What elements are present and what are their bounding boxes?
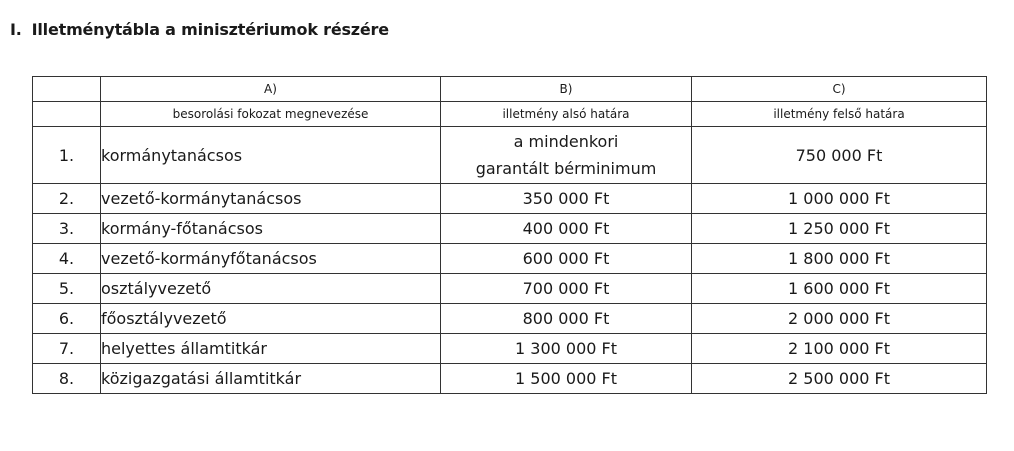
grade-name: helyettes államtitkár: [101, 334, 441, 364]
lower-limit: 350 000 Ft: [441, 184, 692, 214]
table-row: [33, 184, 987, 214]
lower-limit: 1 300 000 Ft: [441, 334, 692, 364]
table-row: [33, 274, 987, 304]
page-heading: [10, 20, 389, 39]
column-label-lower-limit: illetmény alsó határa: [441, 102, 692, 127]
table-row: [33, 364, 987, 394]
row-number: 4.: [33, 244, 101, 274]
heading-number: I.: [10, 20, 22, 39]
lower-limit: [441, 127, 692, 184]
upper-limit: 1 800 000 Ft: [692, 244, 987, 274]
upper-limit: 2 100 000 Ft: [692, 334, 987, 364]
column-label-upper-limit: illetmény felső határa: [692, 102, 987, 127]
corner-cell-label: [33, 102, 101, 127]
table-row: [33, 127, 987, 184]
salary-table: [32, 76, 987, 394]
row-number: 2.: [33, 184, 101, 214]
lower-limit-line-2: garantált bérminimum: [475, 159, 657, 178]
table-row: [33, 304, 987, 334]
table-row: [33, 244, 987, 274]
grade-name: vezető-kormánytanácsos: [101, 184, 441, 214]
grade-name: vezető-kormányfőtanácsos: [101, 244, 441, 274]
column-letter-b: B): [441, 77, 692, 102]
row-number: 5.: [33, 274, 101, 304]
column-label-grade: besorolási fokozat megnevezése: [101, 102, 441, 127]
grade-name: kormány-főtanácsos: [101, 214, 441, 244]
upper-limit: 2 500 000 Ft: [692, 364, 987, 394]
lower-limit: 600 000 Ft: [441, 244, 692, 274]
upper-limit: 2 000 000 Ft: [692, 304, 987, 334]
table-row: [33, 214, 987, 244]
column-letter-c: C): [692, 77, 987, 102]
row-number: 6.: [33, 304, 101, 334]
row-number: 8.: [33, 364, 101, 394]
table-row: [33, 334, 987, 364]
upper-limit: 1 600 000 Ft: [692, 274, 987, 304]
column-letter-row: [33, 77, 987, 102]
upper-limit: 1 000 000 Ft: [692, 184, 987, 214]
lower-limit: 700 000 Ft: [441, 274, 692, 304]
upper-limit: 1 250 000 Ft: [692, 214, 987, 244]
row-number: 7.: [33, 334, 101, 364]
grade-name: főosztályvezető: [101, 304, 441, 334]
lower-limit: 800 000 Ft: [441, 304, 692, 334]
grade-name: kormánytanácsos: [101, 127, 441, 184]
lower-limit-line-1: a mindenkori: [513, 132, 619, 151]
column-letter-a: A): [101, 77, 441, 102]
upper-limit: 750 000 Ft: [692, 127, 987, 184]
lower-limit: 1 500 000 Ft: [441, 364, 692, 394]
lower-limit: 400 000 Ft: [441, 214, 692, 244]
grade-name: közigazgatási államtitkár: [101, 364, 441, 394]
grade-name: osztályvezető: [101, 274, 441, 304]
row-number: 1.: [33, 127, 101, 184]
column-label-row: [33, 102, 987, 127]
heading-title: Illetménytábla a minisztériumok részére: [31, 20, 389, 39]
corner-cell: [33, 77, 101, 102]
row-number: 3.: [33, 214, 101, 244]
